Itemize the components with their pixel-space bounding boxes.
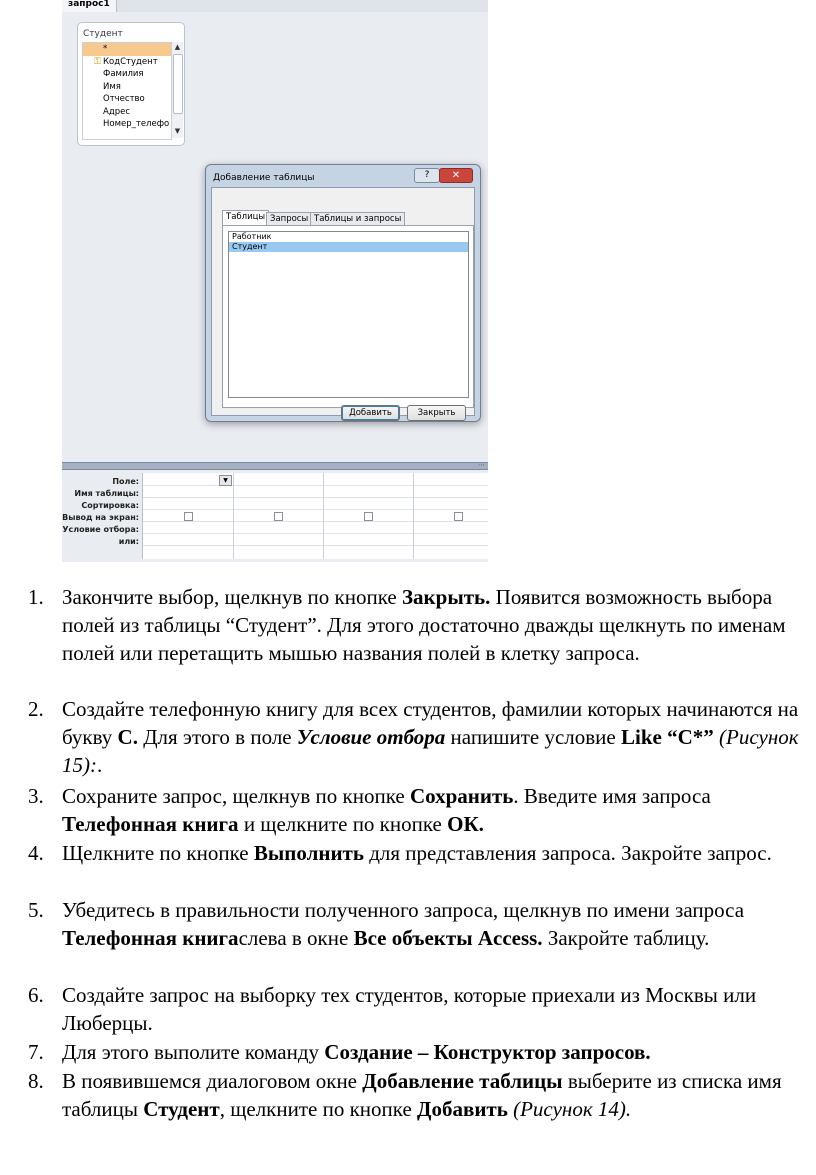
query-design-pane bbox=[62, 12, 488, 452]
help-button[interactable]: ? bbox=[414, 168, 440, 183]
list-item[interactable]: Работник bbox=[232, 232, 272, 241]
grid-label-table: Имя таблицы: bbox=[74, 489, 139, 498]
grid-label-criteria: Условие отбора: bbox=[62, 525, 139, 534]
field-label: Номер_телефо bbox=[103, 119, 170, 129]
step-7 bbox=[28, 1038, 814, 1066]
step-text-run: ОК. bbox=[447, 812, 484, 836]
step-text-run: Создание – Конструктор запросов. bbox=[324, 1040, 651, 1064]
step-2 bbox=[28, 695, 814, 779]
step-5 bbox=[28, 896, 814, 952]
step-text-run: Выполнить bbox=[253, 841, 364, 865]
primary-key-icon: ⚿ bbox=[94, 56, 101, 67]
step-1 bbox=[28, 583, 814, 667]
query-design-window bbox=[62, 0, 488, 562]
dialog-close-button[interactable]: ✕ bbox=[439, 168, 473, 183]
step-text-run: для представления запроса. Закройте запрос. bbox=[363, 841, 772, 865]
step-text bbox=[62, 585, 786, 665]
tab-queries[interactable]: Запросы bbox=[266, 212, 312, 225]
step-text-run: Убедитесь в правильности полученного запроса, щелкнув по имени запроса bbox=[62, 898, 745, 922]
grid-row-line bbox=[143, 485, 488, 486]
field-item[interactable] bbox=[83, 93, 171, 106]
step-text-run: Для этого в поле bbox=[137, 725, 297, 749]
grid-label-show: Вывод на экран: bbox=[62, 513, 139, 522]
step-text bbox=[62, 1040, 651, 1064]
field-label: Фамилия bbox=[103, 69, 144, 79]
grid-column-line bbox=[323, 473, 324, 559]
grid-row-line bbox=[143, 497, 488, 498]
field-dropdown-icon[interactable]: ▼ bbox=[219, 475, 232, 486]
grid-column-line bbox=[413, 473, 414, 559]
field-label: КодСтудент bbox=[103, 56, 158, 67]
field-list bbox=[82, 42, 172, 140]
field-label: Имя bbox=[103, 81, 121, 92]
add-button[interactable]: Добавить bbox=[341, 405, 400, 421]
step-4 bbox=[28, 839, 814, 867]
step-text-run: (Рисунок 15): bbox=[62, 725, 799, 777]
step-6 bbox=[28, 981, 814, 1037]
step-text-run: и щелкните по кнопке bbox=[238, 812, 448, 836]
step-text-run: слева в окне bbox=[238, 926, 354, 950]
pane-splitter[interactable] bbox=[62, 462, 488, 470]
dialog-title: Добавление таблицы bbox=[213, 173, 315, 183]
tab-tables[interactable]: Таблицы bbox=[222, 210, 269, 225]
scroll-thumb[interactable] bbox=[173, 54, 183, 114]
grid-row-line bbox=[143, 509, 488, 510]
add-table-dialog bbox=[205, 164, 481, 422]
step-3 bbox=[28, 782, 814, 838]
show-checkbox[interactable] bbox=[274, 512, 283, 521]
scroll-down-icon[interactable]: ▼ bbox=[174, 127, 181, 135]
grid-label-field: Поле: bbox=[112, 477, 139, 486]
step-text bbox=[62, 841, 772, 865]
step-text-run: . bbox=[97, 753, 103, 777]
step-text bbox=[62, 1069, 782, 1121]
step-text-run: Телефонная книга bbox=[62, 926, 239, 950]
step-number: 1. bbox=[28, 585, 44, 609]
step-text-run: Сохранить bbox=[409, 784, 514, 808]
grid-label-sort: Сортировка: bbox=[81, 501, 139, 510]
step-text-run: Телефонная книга bbox=[62, 812, 239, 836]
step-text-run: С. bbox=[117, 725, 138, 749]
field-item[interactable] bbox=[83, 81, 171, 94]
grid-label-or: или: bbox=[118, 537, 139, 546]
field-item[interactable] bbox=[83, 106, 171, 119]
step-text bbox=[62, 784, 711, 836]
field-item[interactable] bbox=[83, 68, 171, 81]
show-checkbox[interactable] bbox=[454, 512, 463, 521]
step-text-run: Закройте таблицу. bbox=[542, 926, 710, 950]
step-text-run: Студент bbox=[143, 1097, 220, 1121]
step-number: 2. bbox=[28, 697, 44, 721]
step-text-run: Добавить bbox=[417, 1097, 508, 1121]
dialog-body bbox=[211, 187, 475, 416]
step-8 bbox=[28, 1067, 814, 1123]
step-number: 7. bbox=[28, 1040, 44, 1064]
query-grid-pane bbox=[62, 470, 488, 562]
table-title: Студент bbox=[83, 29, 123, 39]
show-checkbox[interactable] bbox=[364, 512, 373, 521]
field-label: * bbox=[103, 44, 108, 54]
splitter-grip-icon: ⋯ bbox=[478, 461, 485, 469]
step-text-run: Щелкните по кнопке bbox=[62, 841, 254, 865]
grid-column-line bbox=[233, 473, 234, 559]
step-text-run: . Введите имя запроса bbox=[513, 784, 711, 808]
step-text-run: Like “С*” bbox=[620, 725, 714, 749]
step-text-run: Закрыть. bbox=[401, 585, 491, 609]
tab-tables-and-queries[interactable]: Таблицы и запросы bbox=[310, 212, 405, 225]
field-label: Адрес bbox=[103, 106, 130, 117]
query-design-grid[interactable] bbox=[142, 473, 488, 559]
step-number: 4. bbox=[28, 841, 44, 865]
step-text-run: Создайте запрос на выборку тех студентов, которые приехали из Москвы или Люберцы. bbox=[62, 983, 757, 1035]
step-text-run: Все объекты Access. bbox=[353, 926, 543, 950]
grid-row-line bbox=[143, 521, 488, 522]
field-label: Отчество bbox=[103, 94, 145, 104]
close-button[interactable]: Закрыть bbox=[407, 405, 466, 421]
step-text-run: В появившемся диалоговом окне bbox=[62, 1069, 363, 1093]
step-number: 6. bbox=[28, 983, 44, 1007]
scroll-up-icon[interactable]: ▲ bbox=[174, 43, 181, 51]
step-text-run: Для этого выполите команду bbox=[62, 1040, 325, 1064]
field-item[interactable] bbox=[83, 118, 171, 131]
field-list-scrollbar[interactable] bbox=[171, 42, 183, 138]
field-item-all[interactable] bbox=[83, 43, 171, 56]
step-text-run: напишите условие bbox=[445, 725, 621, 749]
step-text-run: Создайте телефонную книгу для всех студентов, фамилии которых начинаются на букву bbox=[62, 697, 799, 749]
step-number: 5. bbox=[28, 898, 44, 922]
step-text-run: Появится возможность выбора полей из таблицы “Студент”. Для этого достаточно дважды щелкнуть по именам полей или перетащить мышью названия полей в клетку запроса. bbox=[62, 585, 786, 665]
step-text-run: Закончите выбор, щелкнув по кнопке bbox=[62, 585, 402, 609]
table-list[interactable] bbox=[228, 231, 469, 398]
step-text-run: (Рисунок 14). bbox=[513, 1097, 632, 1121]
grid-row-line bbox=[143, 545, 488, 546]
step-text-run: Сохраните запрос, щелкнув по кнопке bbox=[62, 784, 410, 808]
grid-row-line bbox=[143, 533, 488, 534]
show-checkbox[interactable] bbox=[184, 512, 193, 521]
tab-query1[interactable]: запрос1 bbox=[62, 0, 117, 12]
step-text-run: Условие отбора bbox=[296, 725, 446, 749]
tab-panel bbox=[222, 225, 474, 408]
table-field-list-student[interactable] bbox=[77, 22, 185, 146]
step-text bbox=[62, 983, 756, 1035]
list-item-selected[interactable]: Студент bbox=[229, 242, 468, 252]
step-text bbox=[62, 898, 744, 950]
step-number: 8. bbox=[28, 1069, 44, 1093]
step-text bbox=[62, 697, 799, 777]
step-text-run: Добавление таблицы bbox=[362, 1069, 563, 1093]
step-text-run: , щелкните по кнопке bbox=[219, 1097, 418, 1121]
field-item-key[interactable] bbox=[83, 56, 171, 69]
step-number: 3. bbox=[28, 784, 44, 808]
step-text-run: выберите из списка имя таблицы bbox=[62, 1069, 782, 1121]
